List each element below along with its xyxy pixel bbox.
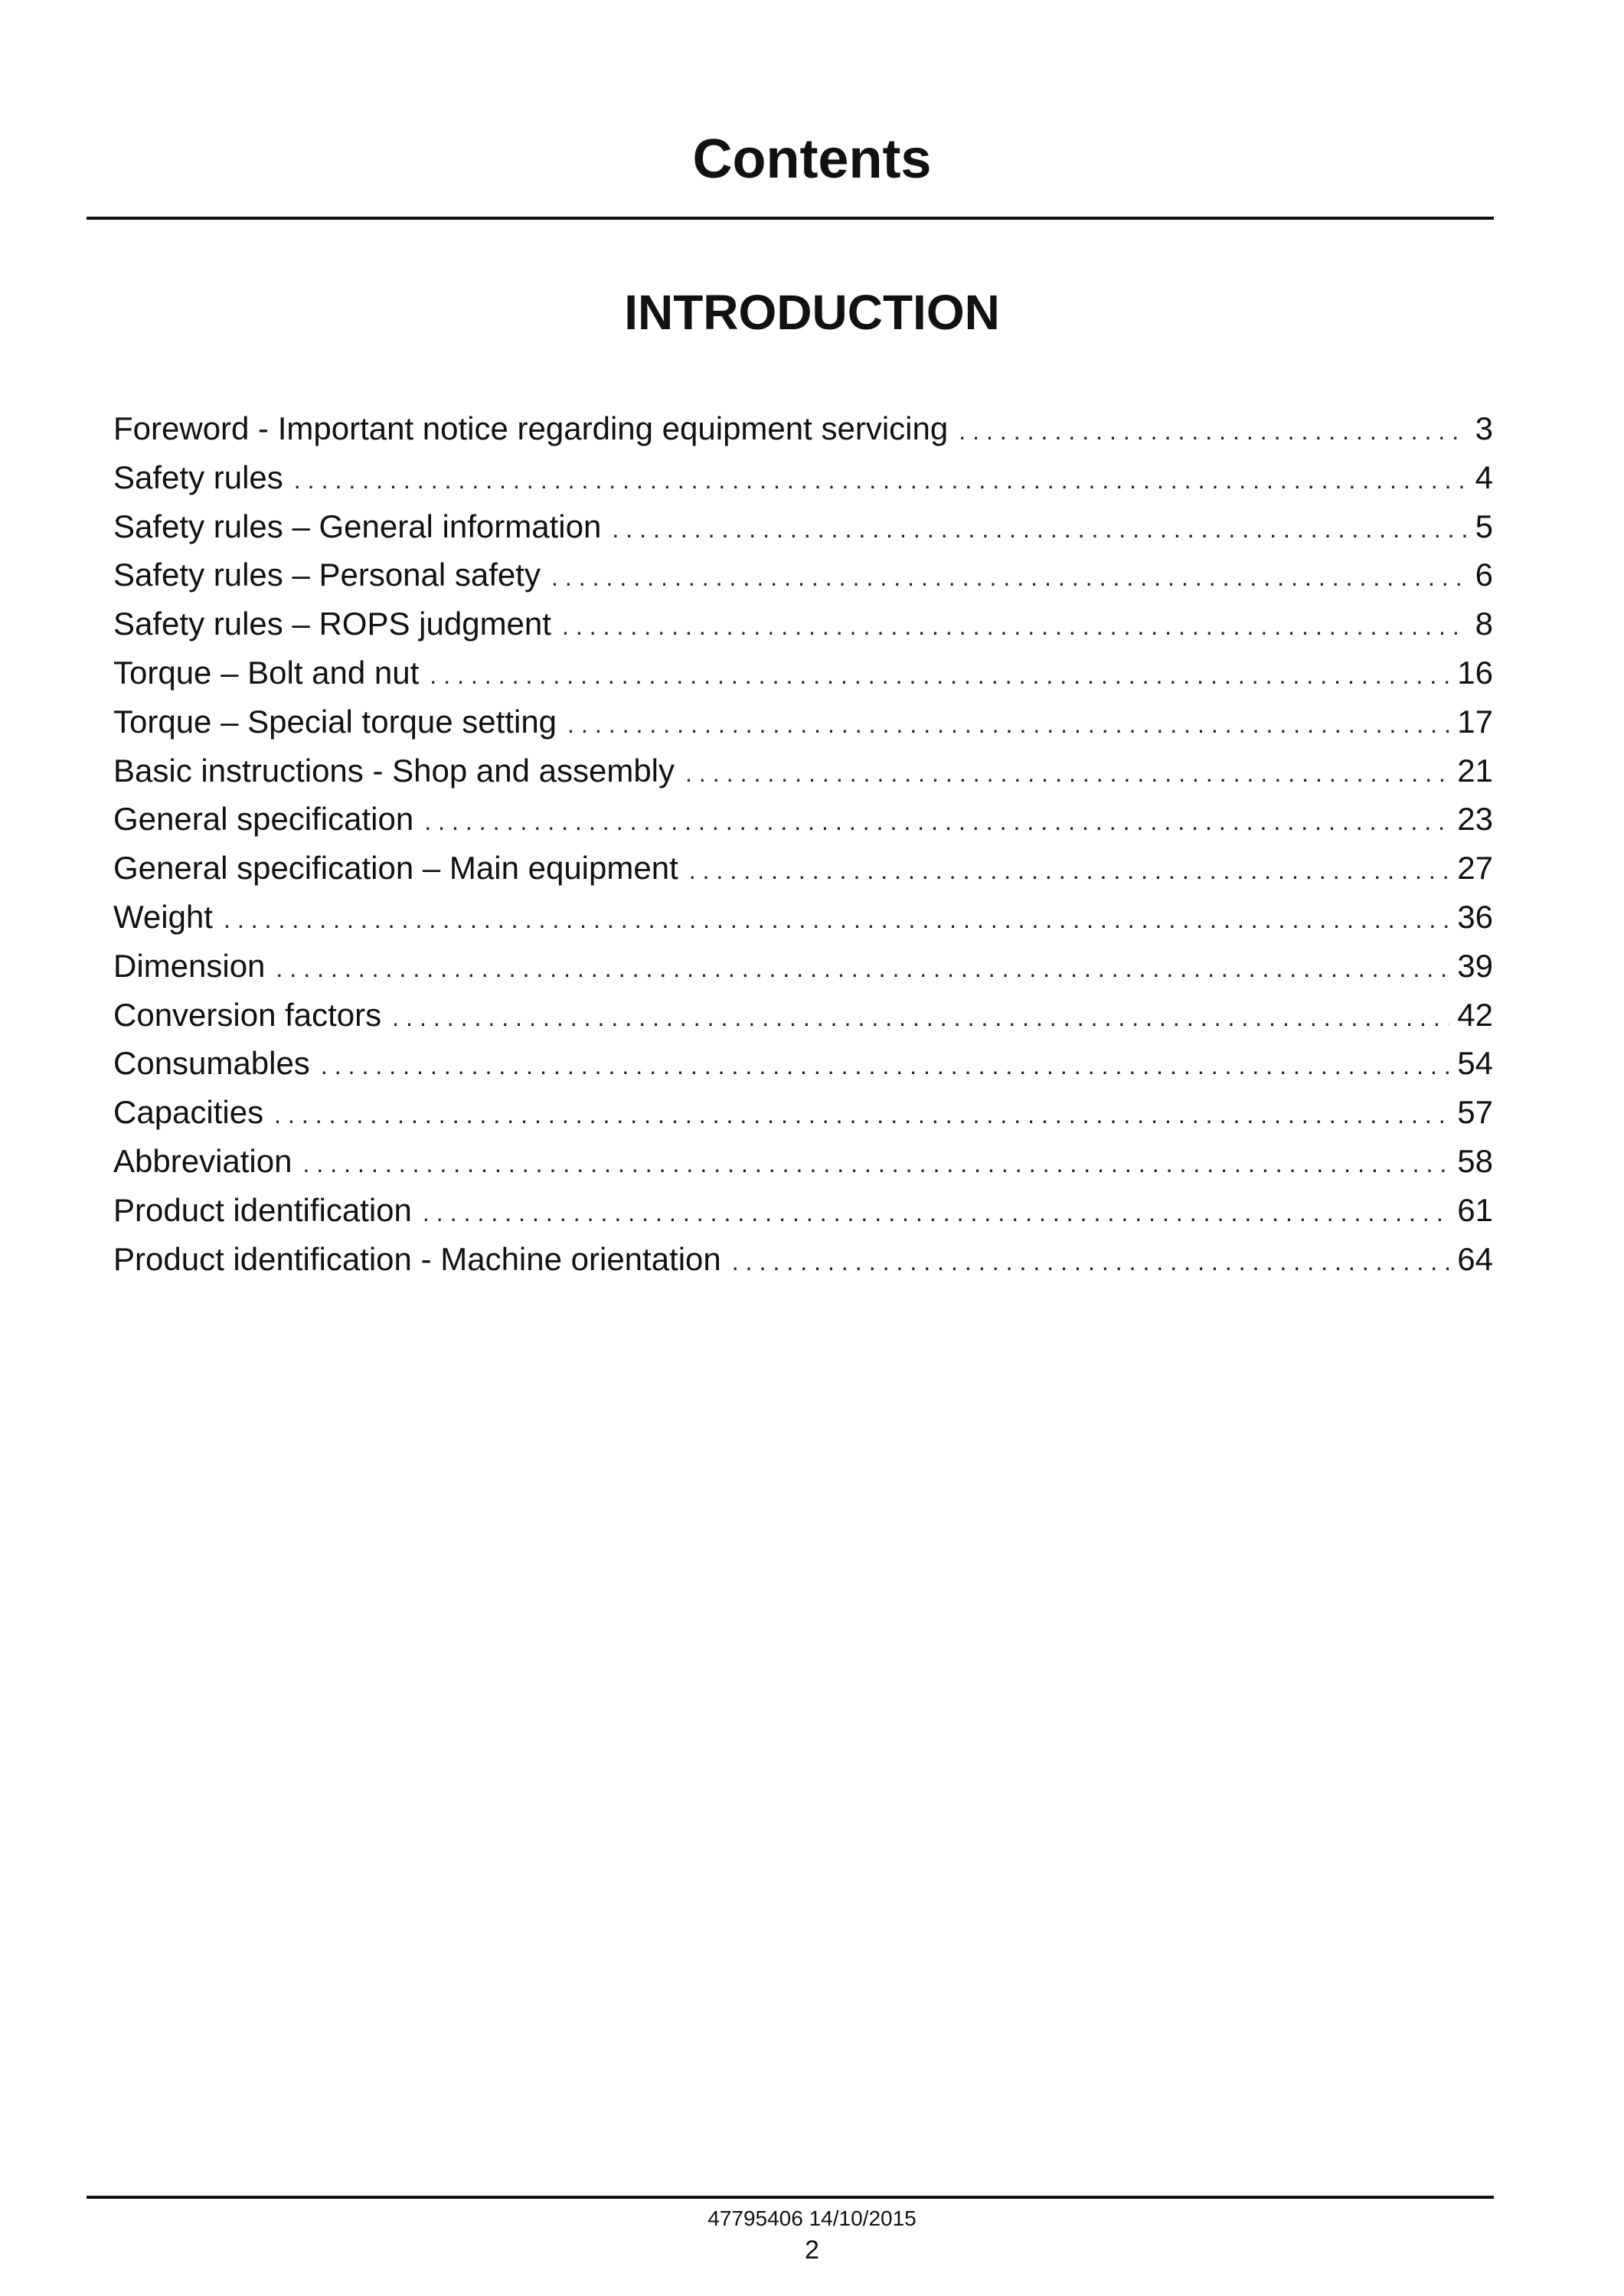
toc-entry-title: Safety rules — [113, 459, 283, 495]
toc-dot-leader — [959, 407, 1467, 453]
toc-dot-leader — [685, 750, 1449, 795]
toc-entry-title: Safety rules – ROPS judgment — [113, 606, 551, 642]
page-number: 2 — [805, 2236, 819, 2265]
toc-entry-page: 64 — [1457, 1240, 1493, 1277]
toc-entry[interactable] — [113, 599, 1493, 648]
toc-entry[interactable] — [113, 991, 1493, 1040]
toc-entry[interactable] — [113, 746, 1493, 795]
toc-dot-leader — [392, 994, 1449, 1040]
toc-entry-page: 54 — [1457, 1045, 1493, 1082]
toc-entry-title: General specification – Main equipment — [113, 850, 678, 887]
toc-entry[interactable] — [113, 697, 1493, 746]
toc-entry[interactable] — [113, 942, 1493, 991]
toc-dot-leader — [424, 798, 1449, 844]
toc-entry-page: 39 — [1457, 947, 1493, 984]
toc-entry-title: Foreword - Important notice regarding equipment servicing — [113, 410, 949, 446]
toc-entry-title: Safety rules – General information — [113, 508, 602, 544]
toc-entry-title: Safety rules – Personal safety — [113, 557, 541, 593]
toc-entry[interactable] — [113, 502, 1493, 551]
toc-entry-title: Weight — [113, 898, 213, 935]
toc-dot-leader — [567, 701, 1449, 746]
toc-entry-page: 6 — [1475, 557, 1493, 593]
toc-entry[interactable] — [113, 1137, 1493, 1186]
toc-dot-leader — [562, 603, 1468, 648]
toc-entry-page: 27 — [1457, 850, 1493, 887]
toc-dot-leader — [276, 945, 1449, 991]
toc-entry-title: Product identification - Machine orientation — [113, 1240, 721, 1277]
toc-entry-page: 17 — [1457, 703, 1493, 740]
toc-dot-leader — [274, 1091, 1449, 1137]
toc-dot-leader — [423, 1189, 1449, 1235]
toc-entry-title: Capacities — [113, 1094, 264, 1131]
footer-divider — [87, 2196, 1494, 2199]
toc-entry-page: 23 — [1457, 801, 1493, 838]
toc-entry[interactable] — [113, 893, 1493, 942]
toc-entry[interactable] — [113, 1235, 1493, 1284]
toc-dot-leader — [612, 505, 1467, 551]
toc-entry-page: 36 — [1457, 898, 1493, 935]
toc-entry[interactable] — [113, 844, 1493, 893]
toc-entry-page: 21 — [1457, 752, 1493, 789]
toc-entry-page: 5 — [1475, 508, 1493, 544]
toc-entry-page: 61 — [1457, 1191, 1493, 1228]
toc-dot-leader — [321, 1042, 1449, 1088]
page-title: Contents — [692, 129, 932, 190]
toc-entry-page: 57 — [1457, 1094, 1493, 1131]
toc-dot-leader — [689, 847, 1450, 893]
toc-dot-leader — [732, 1238, 1450, 1284]
toc-dot-leader — [430, 652, 1449, 697]
toc-entry-page: 4 — [1475, 459, 1493, 495]
section-title: INTRODUCTION — [624, 285, 1000, 340]
toc-entry[interactable] — [113, 648, 1493, 697]
toc-dot-leader — [302, 1140, 1449, 1186]
toc-entry-title: Torque – Special torque setting — [113, 703, 557, 740]
toc-entry-title: Consumables — [113, 1045, 310, 1082]
toc-entry-page: 8 — [1475, 606, 1493, 642]
toc-entry[interactable] — [113, 1186, 1493, 1235]
toc-entry-title: Dimension — [113, 947, 266, 984]
header-divider — [87, 217, 1494, 220]
toc-entry[interactable] — [113, 453, 1493, 502]
toc-entry-title: General specification — [113, 801, 414, 838]
toc-entry[interactable] — [113, 404, 1493, 453]
toc-entry-title: Torque – Bolt and nut — [113, 654, 420, 691]
toc-entry-title: Abbreviation — [113, 1142, 292, 1179]
toc-entry-page: 42 — [1457, 996, 1493, 1033]
toc-entry-title: Product identification — [113, 1191, 412, 1228]
toc-dot-leader — [294, 456, 1468, 502]
toc-entry-title: Conversion factors — [113, 996, 382, 1033]
toc-entry[interactable] — [113, 1039, 1493, 1088]
toc-dot-leader — [224, 896, 1449, 942]
toc-entry-page: 3 — [1475, 410, 1493, 446]
toc-dot-leader — [551, 554, 1468, 599]
toc-entry[interactable] — [113, 1088, 1493, 1137]
toc-entry-page: 58 — [1457, 1142, 1493, 1179]
toc-entry-page: 16 — [1457, 654, 1493, 691]
toc-entry[interactable] — [113, 550, 1493, 599]
table-of-contents — [113, 404, 1493, 1283]
toc-entry-title: Basic instructions - Shop and assembly — [113, 752, 675, 789]
document-id: 47795406 14/10/2015 — [707, 2206, 917, 2230]
toc-entry[interactable] — [113, 795, 1493, 844]
